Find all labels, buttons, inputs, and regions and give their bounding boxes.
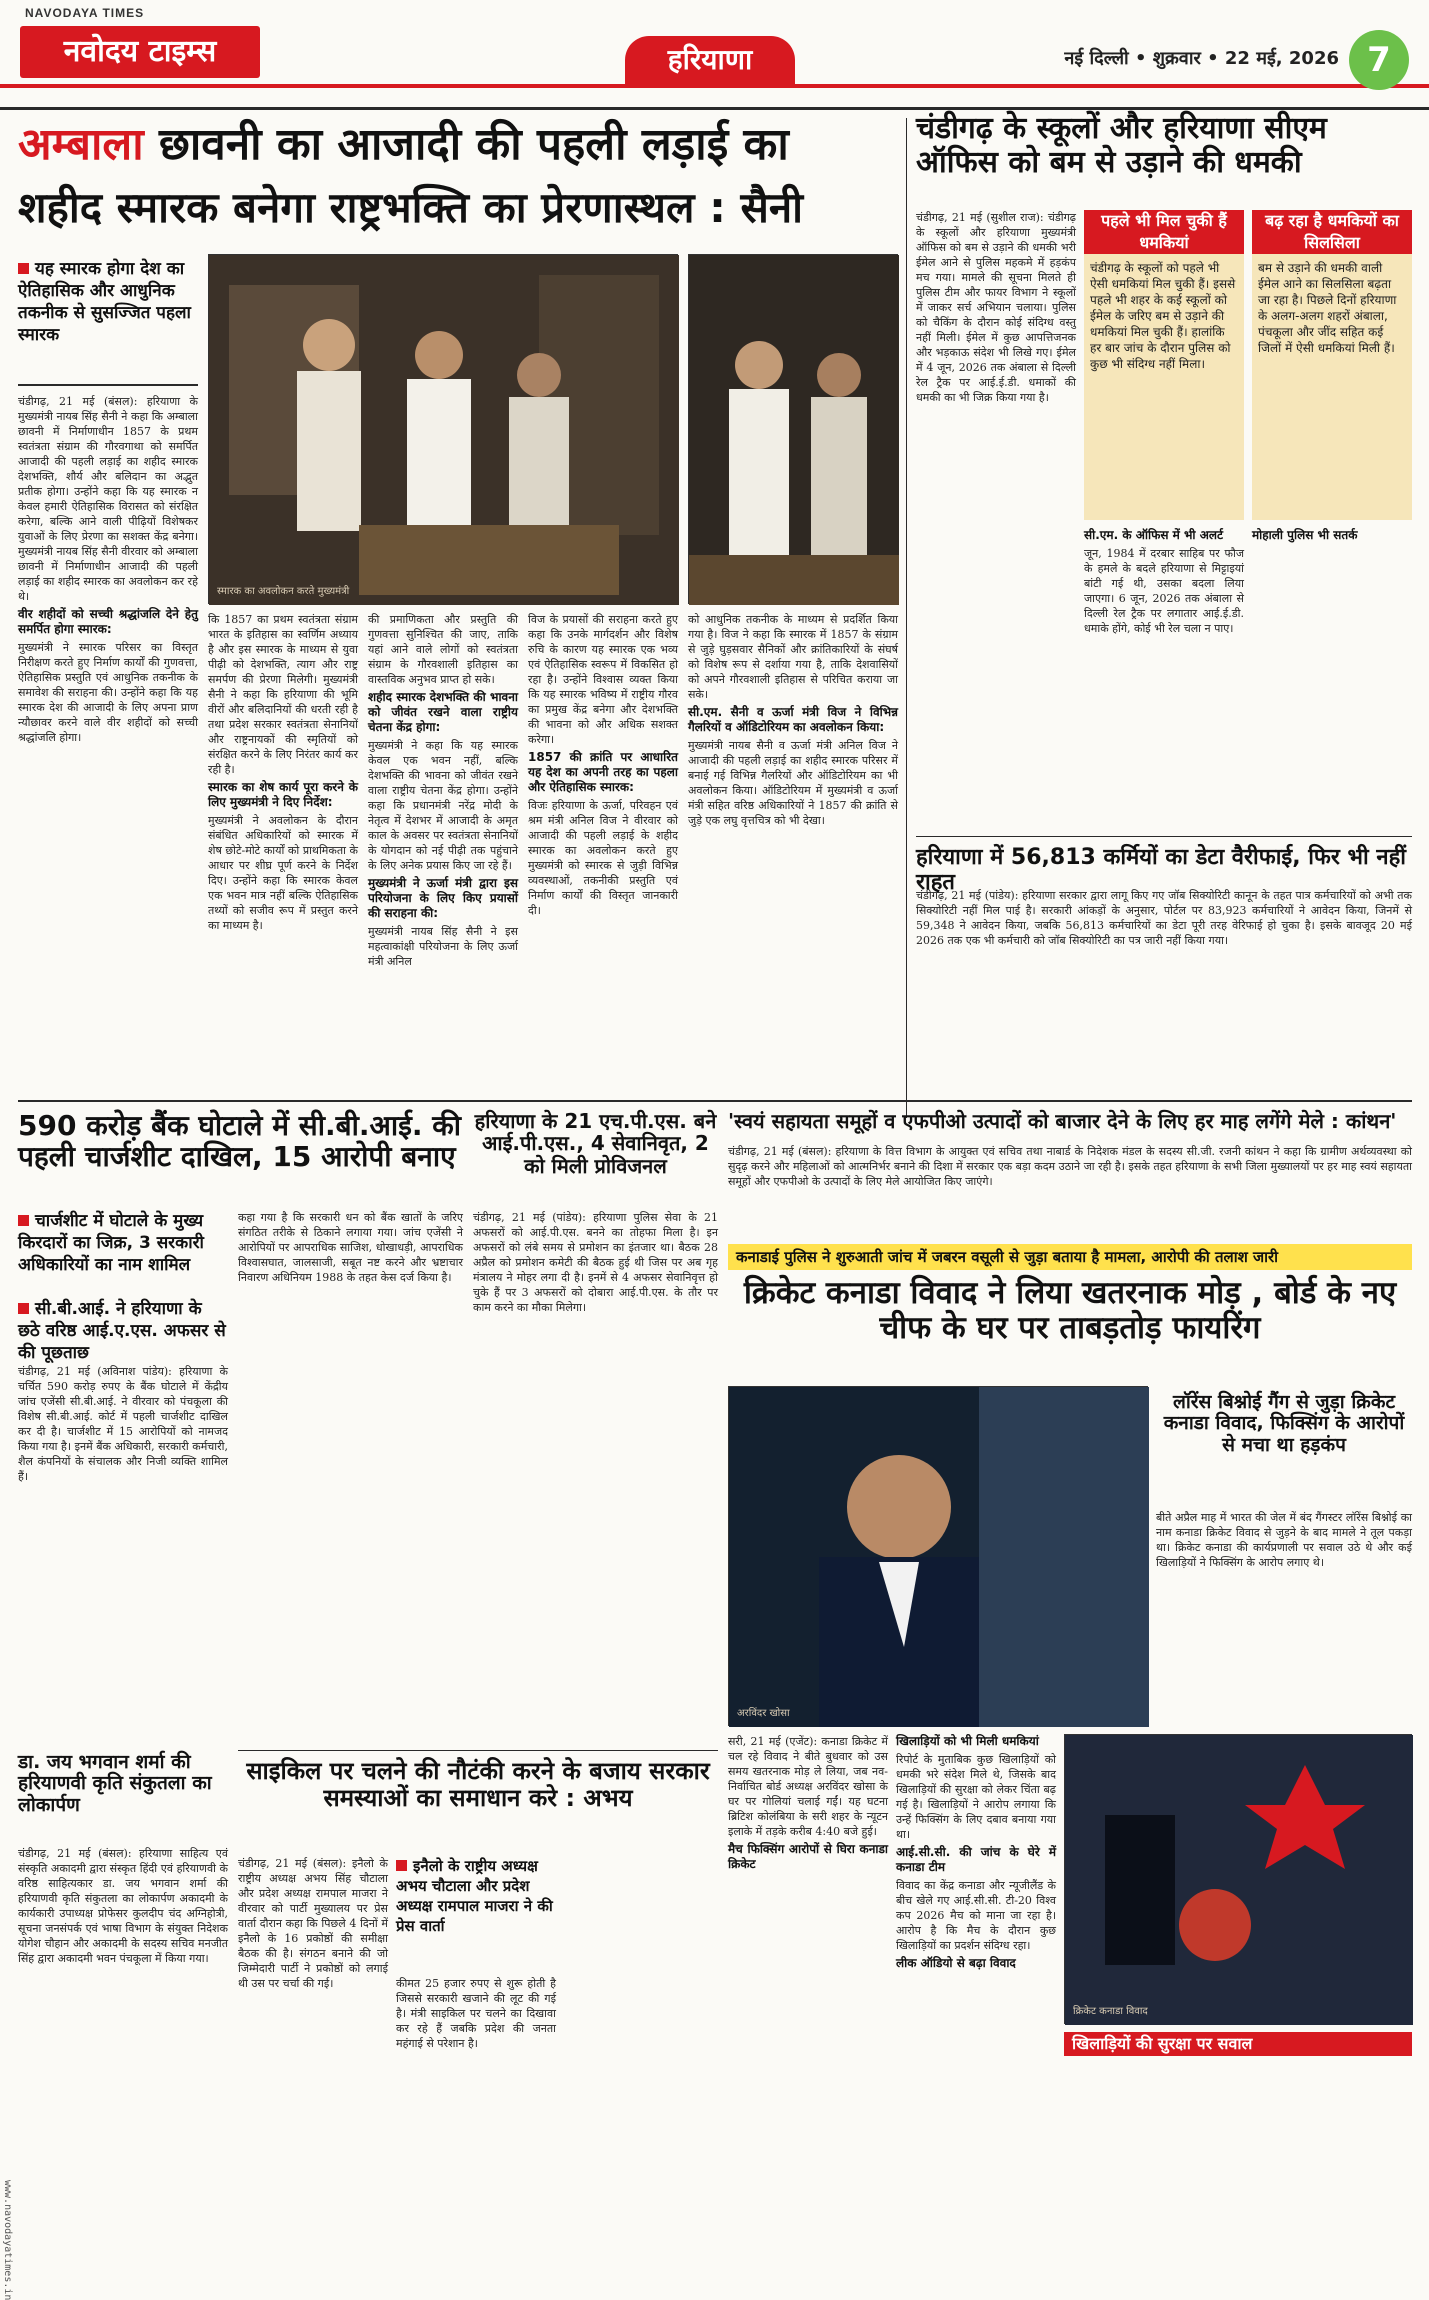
verify-headline: हरियाणा में 56,813 कर्मियों का डेटा वैरीफाई, फिर भी नहीं राहत [916,845,1406,895]
cbi-bullet-1-text: चार्जशीट में घोटाले के मुख्य किरदारों का जिक्र, 3 सरकारी अधिकारियों का नाम शामिल [18,1211,204,1275]
verify-body: चंडीगढ़, 21 मई (पांडेय): हरियाणा सरकार द्वारा लागू किए गए जॉब सिक्योरिटी कानून के तहत पात्र कर्मचारियों को अभी तक सिक्योरिटी नहीं मिल पाई है। सरकारी आंकड़ों के अनुसार, पोर्टल पर 83,923 कर्मचारियों ने आवेदन किया, जिनमें से 59,348 ने आवेदन किया, जबकि 56,813 कर्मचारियों का डेटा पूरी तरह वेरिफाई हो चुका है। इसके बावजूद 20 मई 2026 तक एक भी कर्मचारी को जॉब सिक्योरिटी का पत्र जारी नहीं किया गया। [916,889,1412,947]
lead-bullet-text: यह स्मारक होगा देश का ऐतिहासिक और आधुनिक तकनीक से सुसज्जित पहला स्मारक [18,259,191,345]
bomb-subhead-2: मोहाली पुलिस भी सतर्क [1252,528,1358,542]
ips-headline: हरियाणा के 21 एच.पी.एस. बने आई.पी.एस., 4 सेवानिवृत, 2 को मिली प्रोविजनल [474,1109,717,1178]
lead-col5b-text: मुख्यमंत्री नायब सैनी व ऊर्जा मंत्री अनिल विज ने आजादी की पहली लड़ाई का शहीद स्मारक परिसर में बनाई गई विभिन्न गैलरियों और ऑडिटोरियम का भी अवलोकन किया। ऑडिटोरियम में मुख्यमंत्री व ऊर्जा मंत्री सहित वरिष्ठ अधिकारियों ने 1857 की क्रांति से जुड़े एक लघु वृत्तचित्र को भी देखा। [688,739,898,827]
bomb-col-3 [1252,528,1412,828]
dateline: नई दिल्ली • शुक्रवार • 22 मई, 2026 [1064,48,1339,69]
abhay-bullet-text: इनैलो के राष्ट्रीय अध्यक्ष अभय चौटाला और प्रदेश अध्यक्ष रामपाल माजरा ने की प्रेस वार्ता [396,1857,553,1935]
cricket-side-body: बीते अप्रैल माह में भारत की जेल में बंद गैंगस्टर लॉरेंस बिश्नोई का नाम कनाडा क्रिकेट विवाद से जुड़ने के बाद मामले ने तूल पकड़ा था। क्रिकेट कनाडा की कार्यप्रणाली पर सवाल उठे थे और कई खिलाड़ियों ने फिक्सिंग के आरोप लगाए थे। [1156,1511,1412,1569]
lead-col3-text: की प्रमाणिकता और प्रस्तुति की गुणवत्ता सुनिश्चित की जाए, ताकि यहां आने वाले लोगों को स्वतंत्रता संग्राम के गौरवशाली इतिहास का वास्तविक अनुभव प्राप्त हो सके। [368,613,518,686]
bomb-col-2 [1084,528,1244,828]
section-rule [18,1100,1412,1102]
section-tab: हरियाणा [625,36,795,84]
masthead [0,0,1429,110]
lead-col2-text: कि 1857 का प्रथम स्वतंत्रता संग्राम भारत के इतिहास का स्वर्णिम अध्याय है और इस स्मारक के माध्यम से युवा पीढ़ी को देशभक्ति, त्याग और राष्ट्र समर्पण की प्रेरणा मिलेगी। मुख्यमंत्री सैनी ने कहा कि हरियाणा की भूमि वीरों और बलिदानियों की धरती रही है तथा प्रदेश सरकार स्वतंत्रता सेनानियों और राष्ट्रनायकों की स्मृतियों को संरक्षित करने के लिए निरंतर कार्य कर रही है। [208,613,358,776]
ips-body: चंडीगढ़, 21 मई (पांडेय): हरियाणा पुलिस सेवा के 21 अफसरों को आई.पी.एस. बनने का तोहफा मिला है। इन अफसरों को लंबे समय से प्रमोशन का इंतजार था। बैठक 28 अप्रैल को प्रमोशन कमेटी की बैठक हुई थी जिस पर अब गृह मंत्रालय ने मोहर लगा दी है। इनमें से 4 अफसर सेवानिवृत्त हो चुके हैं पर 3 अफसरों को दोबारा आई.पी.एस. के तौर पर काम करने का मौका मिलेगा। [473,1211,718,1314]
lead-col-2 [208,612,358,1092]
side-strip: www.navodayatimes.in [2,2180,13,2300]
lead-col-1 [18,394,198,1092]
lead-col1b-text: मुख्यमंत्री ने स्मारक परिसर का विस्तृत निरीक्षण करते हुए निर्माण कार्यों की गुणवत्ता, ऐतिहासिक प्रस्तुति एवं आधुनिक तकनीक के समावेश की सराहना की। उन्होंने कहा कि यह स्मारक देश की आजादी के लिए अपना प्राण न्यौछावर करने वाले वीर शहीदों को सच्ची श्रद्धांजलि होगा। [18,641,198,744]
bullet-square-icon [396,1860,407,1871]
lead-photo-2-figures [689,255,899,605]
abhay-col-2: कीमत 25 हजार रुपए से शुरू होती है जिससे सरकारी खजाने की लूट की गई है। मंत्री साइकिल पर चलने का दिखावा कर रहे हैं जबकि प्रदेश की जनता महंगाई से परेशान है। [396,1977,556,2050]
abhay-col-1: चंडीगढ़, 21 मई (बंसल): इनैलो के राष्ट्रीय अध्यक्ष अभय सिंह चौटाला और प्रदेश अध्यक्ष रामपाल माजरा ने वीरवार को पार्टी मुख्यालय पर प्रेस वार्ता दौरान कहा कि पिछले 4 दिनों में इनैलो के 16 प्रकोष्ठों की समीक्षा बैठक की है। संगठन बनाने की जो जिम्मेदारी पार्टी ने प्रकोष्ठों को लगाई थी उस पर चर्चा की गई। [238,1857,388,1990]
bomb-box-1-title: पहले भी मिल चुकी हैं धमकियां [1084,210,1244,254]
lead-bullet [18,258,198,378]
bullet-square-icon [18,1215,29,1226]
cricket-col-1 [728,1734,888,2274]
lead-col1-text: चंडीगढ़, 21 मई (बंसल): हरियाणा के मुख्यमंत्री नायब सिंह सैनी ने कहा कि अम्बाला छावनी में निर्माणाधीन 1857 के प्रथम स्वतंत्रता संग्राम की गौरवगाथा को समर्पित आजादी की पहली लड़ाई का शहीद स्मारक देशभक्ति, शौर्य और बलिदान का अद्भुत प्रतीक होगा। उन्होंने कहा कि यह स्मारक न केवल हमारी ऐतिहासिक विरासत को संरक्षित करेगा, बल्कि आने वाली पीढ़ियों विशेषकर युवाओं के लिए प्रेरणा का सशक्त केंद्र बनेगा। मुख्यमंत्री नायब सिंह सैनी वीरवार को अम्बाला छावनी में निर्माणाधीन आजादी की पहली लड़ाई का शहीद स्मारक का अवलोकन कर रहे थे। [18,395,198,603]
cricket-illustration-label: क्रिकेट कनाडा विवाद [1073,2006,1148,2017]
divider [916,836,1412,837]
jaybhagwan-headline: डा. जय भगवान शर्मा की हरियाणवी कृति संकुतला का लोकार्पण [18,1751,212,1816]
bomb-box-2 [1252,210,1412,520]
cricket-body: सरी, 21 मई (एजेंट): कनाडा क्रिकेट में चल रहे विवाद ने बीते बुधवार को उस समय खतरनाक मोड़ ले लिया, जब नव-निर्वाचित बोर्ड अध्यक्ष अरविंदर खोसा के घर पर गोलियां चलाई गईं। यह घटना ब्रिटिश कोलंबिया के सरी शहर के न्यूटन इलाके में तड़के करीब 4:40 बजे हुई। [728,1735,888,1838]
lead-col2b-text: मुख्यमंत्री ने अवलोकन के दौरान संबंधित अधिकारियों को स्मारक में शेष छोटे-मोटे कार्यों को प्राथमिकता के आधार पर शीघ्र पूर्ण करने के निर्देश दिए। उन्होंने कहा कि स्मारक केवल एक भवन मात्र नहीं बल्कि ऐतिहासिक तथ्यों को सजीव रूप में प्रस्तुत करने का माध्यम है। [208,814,358,932]
jaybhagwan-body: चंडीगढ़, 21 मई (बंसल): हरियाणा साहित्य एवं संस्कृति अकादमी द्वारा संस्कृत हिंदी एवं हरियाणवी के वरिष्ठ साहित्यकार डा. जय भगवान शर्मा की हरियाणवी कृति संकुतला का लोकार्पण अकादमी के कार्यकारी उपाध्यक्ष प्रोफेसर कुलदीप चंद अग्निहोत्री, सूचना जनसंपर्क एवं भाषा विभाग के संयुक्त निदेशक योगेश चौहान और अकादमी के सदस्य सचिव मनजीत सिंह द्वारा अकादमी भवन पंचकूला में किया गया। [18,1847,228,1965]
lead-headline-red: अम्बाला [18,119,144,170]
cricket-subhead-icc: आई.सी.सी. की जांच के घेरे में कनाडा टीम [896,1845,1056,1874]
bomb-headline: चंडीगढ़ के स्कूलों और हरियाणा सीएम ऑफिस को बम से उड़ाने की धमकी [916,111,1327,180]
cricket-illustration-art [1065,1735,1413,2025]
kanthan-body: चंडीगढ़, 21 मई (बंसल): हरियाणा के वित्त विभाग के आयुक्त एवं सचिव तथा नाबार्ड के निदेशक मंडल के सदस्य सी.जी. रजनी कांथन ने कहा कि ग्रामीण अर्थव्यवस्था को सुदृढ़ करने और महिलाओं को आत्मनिर्भर बनाने की दिशा में सरकार एक बड़ा कदम उठाने जा रही है। इसके तहत हरियाणा के सभी जिला मुख्यालयों पर हर माह स्वयं सहायता समूहों और एफपीओ के उत्पादों के लिए मेले आयोजित किए जाएंगे। [728,1145,1412,1188]
cricket-photo-figure [729,1387,1149,1727]
lead-col-5 [688,612,898,1092]
cbi-bullet-1 [18,1210,228,1294]
abhay-bullet [396,1856,556,1966]
cbi-bullet-2 [18,1298,228,1363]
divider [238,1750,718,1751]
abhay-col-3 [566,1856,718,2270]
lead-col4-text: विज के प्रयासों की सराहना करते हुए कहा कि उनके मार्गदर्शन और विशेष रुचि के कारण यह स्मारक एक भव्य एवं ऐतिहासिक स्वरूप में विकसित हो रहा है। उन्होंने विश्वास व्यक्त किया कि यह स्मारक भविष्य में राष्ट्रीय गौरव का प्रमुख केंद्र बनेगा और देशभक्ति की भावना को और अधिक सशक्त करेगा। [528,613,678,746]
bomb-subhead-1: सी.एम. के ऑफिस में भी अलर्ट [1084,528,1224,542]
cbi-col-1: चंडीगढ़, 21 मई (अविनाश पांडेय): हरियाणा के चर्चित 590 करोड़ रुपए के बैंक घोटाले में केंद्रीय जांच एजेंसी सी.बी.आई. ने वीरवार को पंचकूला की विशेष सी.बी.आई. कोर्ट में पहली चार्जशीट दाखिल कर दी है। चार्जशीट में 15 आरोपियों को नामजद किया गया है। इनमें बैंक अधिकारी, सरकारी कर्मचारी, शैल कंपनियों के संचालक और निजी व्यक्ति शामिल हैं। [18,1365,228,1483]
cricket-photo-label: अरविंदर खोसा [737,1708,790,1719]
cricket-headline: क्रिकेट कनाडा विवाद ने लिया खतरनाक मोड़ , बोर्ड के नए चीफ के घर पर ताबड़तोड़ फायरिंग [743,1275,1397,1346]
bomb-box-2-body: बम से उड़ाने की धमकी वाली ईमेल आने का सिलसिला बढ़ता जा रहा है। पिछले दिनों हरियाणा के अलग-अलग शहरों अंबाला, पंचकूला और जींद सहित कई जिलों में ऐसी धमकियां मिली हैं। [1252,254,1412,520]
column-divider [906,118,907,1118]
lead-col4-subhead: 1857 की क्रांति पर आधारित यह देश का अपनी तरह का पहला और ऐतिहासिक स्मारक: [528,750,678,794]
lead-photo-2 [688,254,898,604]
bomb-body: चंडीगढ़, 21 मई (सुशील राज): चंडीगढ़ के स्कूलों और हरियाणा मुख्यमंत्री ऑफिस को बम से उड़ाने की धमकी भरी ईमेल आने से पुलिस महकमे में हड़कंप मच गया। मामले की सूचना मिलते ही पुलिस टीम और फायर विभाग ने स्कूलों में जाकर सर्च अभियान चलाया। पुलिस को चैकिंग के दौरान कोई संदिग्ध वस्तु नहीं मिली। ईमेल में कुछ आपत्तिजनक और भड़काऊ संदेश भी लिखे गए। ईमेल में 4 जून, 2026 तक अंबाला से दिल्ली रेल ट्रैक पर आई.ई.डी. धमाकों की धमकी का भी जिक्र किया गया है। [916,211,1076,404]
lead-photo [208,254,678,604]
cricket-col-2 [896,1734,1056,2274]
cbi-col-2: कहा गया है कि सरकारी धन को बैंक खातों के जरिए संगठित तरीके से ठिकाने लगाया गया। जांच एजेंसी ने आरोपियों पर आपराधिक साजिश, धोखाधड़ी, आपराधिक विश्वासघात, जालसाजी, सबूत नष्ट करने और भ्रष्टाचार निवारण अधिनियम 1988 के तहत केस दर्ज किया है। [238,1211,463,1284]
bomb-body-2: जून, 1984 में दरबार साहिब पर फौज के हमले के बदले हरियाणा से मिट्टाइयां बांटी गई थी, उसका बदला लिया जाएगा। 6 जून, 2026 तक अंबाला से दिल्ली रेल ट्रैक पर लगातार आई.ई.डी. धमाके होंगे, कोई भी रेल चला न पाए। [1084,547,1244,635]
lead-headline-line2: शहीद स्मारक बनेगा राष्ट्रभक्ति का प्रेरणास्थल : सैनी [18,183,804,232]
bullet-square-icon [18,1303,29,1314]
page-number: 7 [1349,30,1409,90]
lead-photo-label: स्मारक का अवलोकन करते मुख्यमंत्री [217,586,350,597]
bullet-square-icon [18,263,29,274]
cricket-subhead-match: मैच फिक्सिंग आरोपों से घिरा कनाडा क्रिकेट [728,1842,888,1871]
masthead-rule [0,84,1429,88]
cricket-caption: खिलाड़ियों की सुरक्षा पर सवाल [1064,2032,1412,2056]
abhay-headline: साइकिल पर चलने की नौटंकी करने के बजाय सरकार समस्याओं का समाधान करे : अभय [246,1757,710,1812]
lead-headline-line1 [18,120,898,176]
cricket-icc-body: विवाद का केंद्र कनाडा और न्यूजीलैंड के बीच खेले गए आई.सी.सी. टी-20 विश्व कप 2026 मैच को माना जा रहा है। आरोप है कि मैच के दौरान कुछ खिलाड़ियों का प्रदर्शन संदिग्ध रहा। [896,1879,1056,1952]
cricket-subhead-threat: खिलाड़ियों को भी मिली धमकियां [896,1734,1039,1748]
cbi-headline: 590 करोड़ बैंक घोटाले में सी.बी.आई. की पहली चार्जशीट दाखिल, 15 आरोपी बनाए [18,1109,461,1174]
lead-col1-subhead: वीर शहीदों को सच्ची श्रद्धांजलि देने हेतु समर्पित होगा स्मारक: [18,607,198,636]
lead-col-4 [528,612,678,1092]
lead-col3c-text: मुख्यमंत्री नायब सिंह सैनी ने इस महत्वाकांक्षी परियोजना के लिए ऊर्जा मंत्री अनिल [368,925,518,968]
lead-col5-text: को आधुनिक तकनीक के माध्यम से प्रदर्शित किया गया है। विज ने कहा कि स्मारक में 1857 के संग्राम से जुड़े घुड़सवार सैनिकों और क्रांतिकारियों के संघर्ष को विशेष रूप से दर्शाया गया है, ताकि देशवासियों को अपने गौरवशाली इतिहास से परिचित कराया जा सके। [688,613,898,701]
cricket-subhead-audio: लीक ऑडियो से बढ़ा विवाद [896,1956,1016,1970]
masthead-group: NAVODAYA TIMES [25,6,145,20]
cricket-threat-body: रिपोर्ट के मुताबिक कुछ खिलाड़ियों को धमकी भरे संदेश मिले थे, जिसके बाद खिलाड़ियों की सुरक्षा को लेकर चिंता बढ़ गई है। खिलाड़ियों ने आरोप लगाया कि उन्हें फिक्सिंग के लिए दबाव बनाया गया था। [896,1753,1056,1841]
kanthan-headline: 'स्वयं सहायता समूहों व एफपीओ उत्पादों को बाजार देने के लिए हर माह लगेंगे मेले : कांथन' [728,1109,1397,1133]
lead-headline-rest: छावनी का आजादी की पहली लड़ाई का [159,119,789,170]
lead-col3b-text: मुख्यमंत्री ने कहा कि यह स्मारक केवल एक भवन नहीं, बल्कि देशभक्ति की भावना को जीवंत रखने वाला राष्ट्रीय चेतना केंद्र होगा। उन्होंने कहा कि प्रधानमंत्री नरेंद्र मोदी के नेतृत्व में देशभर में आजादी के अमृत काल के अवसर पर स्वतंत्रता सेनानियों के योगदान को नई पीढ़ी तक पहुंचाने के लिए अनेक प्रयास किए जा रहे हैं। [368,739,518,872]
lead-col3-subhead-2: मुख्यमंत्री ने ऊर्जा मंत्री द्वारा इस परियोजना के लिए किए प्रयासों की सराहना की: [368,876,518,920]
lead-col2-subhead: स्मारक का शेष कार्य पूरा करने के लिए मुख्यमंत्री ने दिए निर्देश: [208,780,358,809]
bomb-box-1 [1084,210,1244,520]
bomb-box-1-body: चंडीगढ़ के स्कूलों को पहले भी ऐसी धमकियां मिल चुकी हैं। इससे पहले भी शहर के कई स्कूलों को ईमेल के जरिए बम से उड़ाने की धमकियां मिल चुकी हैं। हालांकि हर बार जांच के दौरान पुलिस को कुछ भी संदिग्ध नहीं मिला। [1084,254,1244,520]
lead-photo-figures [209,255,679,605]
lead-col-3 [368,612,518,1092]
bomb-box-2-title: बढ़ रहा है धमकियों का सिलसिला [1252,210,1412,254]
cricket-subhead: लॉरेंस बिश्नोई गैंग से जुड़ा क्रिकेट कनाडा विवाद, फिक्सिंग के आरोपों से मचा था हड़कंप [1163,1391,1405,1456]
lead-col4b-text: विजः हरियाणा के ऊर्जा, परिवहन एवं श्रम मंत्री अनिल विज ने वीरवार को आजादी की पहली लड़ाई के शहीद स्मारक का अवलोकन करते हुए मुख्यमंत्री को स्मारक से जुड़ी विभिन्न व्यवस्थाओं, तकनीकी प्रस्तुति एवं निर्माण कार्यों की विस्तृत जानकारी दी। [528,799,678,917]
cricket-photo [728,1386,1148,1726]
lead-col5-subhead: सी.एम. सैनी व ऊर्जा मंत्री विज ने विभिन्न गैलरियों व ऑडिटोरियम का अवलोकन किया: [688,705,898,734]
lead-col3-subhead: शहीद स्मारक देशभक्ति की भावना को जीवंत रखने वाला राष्ट्रीय चेतना केंद्र होगा: [368,690,518,734]
cbi-bullet-2-text: सी.बी.आई. ने हरियाणा के छठे वरिष्ठ आई.ए.एस. अफसर से की पूछताछ [18,1299,226,1363]
newspaper-logo: नवोदय टाइम्स [20,26,260,78]
cricket-illustration [1064,1734,1412,2024]
bomb-col-1 [916,210,1076,670]
cricket-strap: कनाडाई पुलिस ने शुरुआती जांच में जबरन वसूली से जुड़ा बताया है मामला, आरोपी की तलाश जारी [728,1244,1412,1270]
divider [18,384,198,386]
